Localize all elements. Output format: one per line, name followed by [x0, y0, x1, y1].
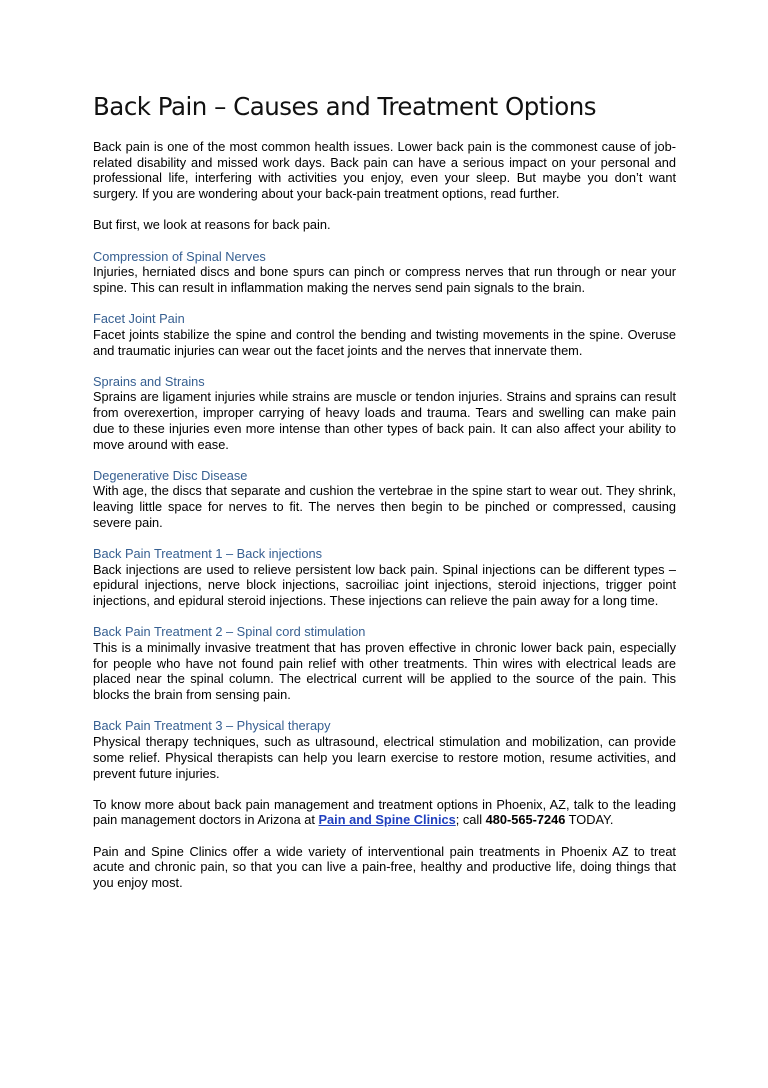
- section-facet-joint-pain: [93, 311, 676, 358]
- section-heading: Back Pain Treatment 3 – Physical therapy: [93, 718, 331, 734]
- phone-number: 480-565-7246: [485, 812, 566, 828]
- section-heading: Back Pain Treatment 1 – Back injections: [93, 546, 323, 562]
- section-degenerative-disc-disease: [93, 468, 676, 531]
- section-heading: Degenerative Disc Disease: [93, 467, 248, 483]
- section-treatment-spinal-cord-stimulation: [93, 624, 676, 703]
- page-title: Back Pain – Causes and Treatment Options: [93, 92, 597, 121]
- section-compression-of-spinal-nerves: [93, 249, 676, 296]
- section-body: This is a minimally invasive treatment that has proven effective in chronic lower back pain, especially for people who have not found pain relief with other treatments. Thin wires with electrical leads are placed near the spinal column. The electrical current will be applied to the source of the pain. This blocks the brain from sensing pain.: [93, 640, 676, 703]
- section-sprains-and-strains: [93, 374, 676, 453]
- section-treatment-physical-therapy: [93, 718, 676, 781]
- lead-paragraph: But first, we look at reasons for back pain.: [93, 217, 331, 233]
- document-page: [93, 92, 676, 906]
- section-body: Physical therapy techniques, such as ultrasound, electrical stimulation and mobilization, can provide some relief. Physical therapists can help you learn exercise to restore motion, resume activities, and prevent future injuries.: [93, 734, 676, 781]
- section-treatment-back-injections: [93, 546, 676, 609]
- intro-paragraph: Back pain is one of the most common health issues. Lower back pain is the commonest cause of job-related disability and missed work days. Back pain can have a serious impact on your personal and professional life, interfering with activities you enjoy, even your sleep. But maybe you don’t want surgery. If you are wondering about your back-pain treatment options, read further.: [93, 139, 676, 202]
- section-heading: Sprains and Strains: [93, 373, 205, 389]
- section-body: Facet joints stabilize the spine and control the bending and twisting movements in the spine. Overuse and traumatic injuries can wear out the facet joints and the nerves that innervate them.: [93, 326, 676, 358]
- section-body: Back injections are used to relieve persistent low back pain. Spinal injections can be different types – epidural injections, nerve block injections, sacroiliac joint injections, steroid injections, trigger point injections, and epidural steroid injections. These injections can relieve the pain away for a long time.: [93, 561, 676, 609]
- contact-text-before: To know more about back pain management and treatment options in Phoenix, AZ, talk to the leading pain management doctors in Arizona at: [93, 796, 676, 828]
- contact-paragraph: [93, 797, 676, 828]
- contact-text-after: TODAY.: [565, 812, 614, 828]
- section-body: Sprains are ligament injuries while strains are muscle or tendon injuries. Strains and sprains can result from overexertion, improper carrying of heavy loads and trauma. Tears and swelling can make pain due to these injuries even more intense than other types of back pain. It can also affect your ability to move around with ease.: [93, 389, 676, 452]
- closing-paragraph: Pain and Spine Clinics offer a wide variety of interventional pain treatments in Phoenix AZ to treat acute and chronic pain, so that you can live a pain-free, healthy and productive life, doing things that you enjoy most.: [93, 843, 676, 891]
- section-body: Injuries, herniated discs and bone spurs can pinch or compress nerves that run through or near your spine. This can result in inflammation making the nerves send pain signals to the brain.: [93, 264, 676, 295]
- section-heading: Facet Joint Pain: [93, 311, 185, 327]
- section-heading: Compression of Spinal Nerves: [93, 248, 266, 264]
- section-body: With age, the discs that separate and cushion the vertebrae in the spine start to wear out. They shrink, leaving little space for nerves to fit. The nerves then begin to be pinched or compressed, causing severe pain.: [93, 483, 676, 530]
- section-heading: Back Pain Treatment 2 – Spinal cord stimulation: [93, 624, 366, 640]
- pain-and-spine-clinics-link[interactable]: Pain and Spine Clinics: [318, 812, 456, 828]
- contact-text-middle: ; call: [455, 812, 486, 828]
